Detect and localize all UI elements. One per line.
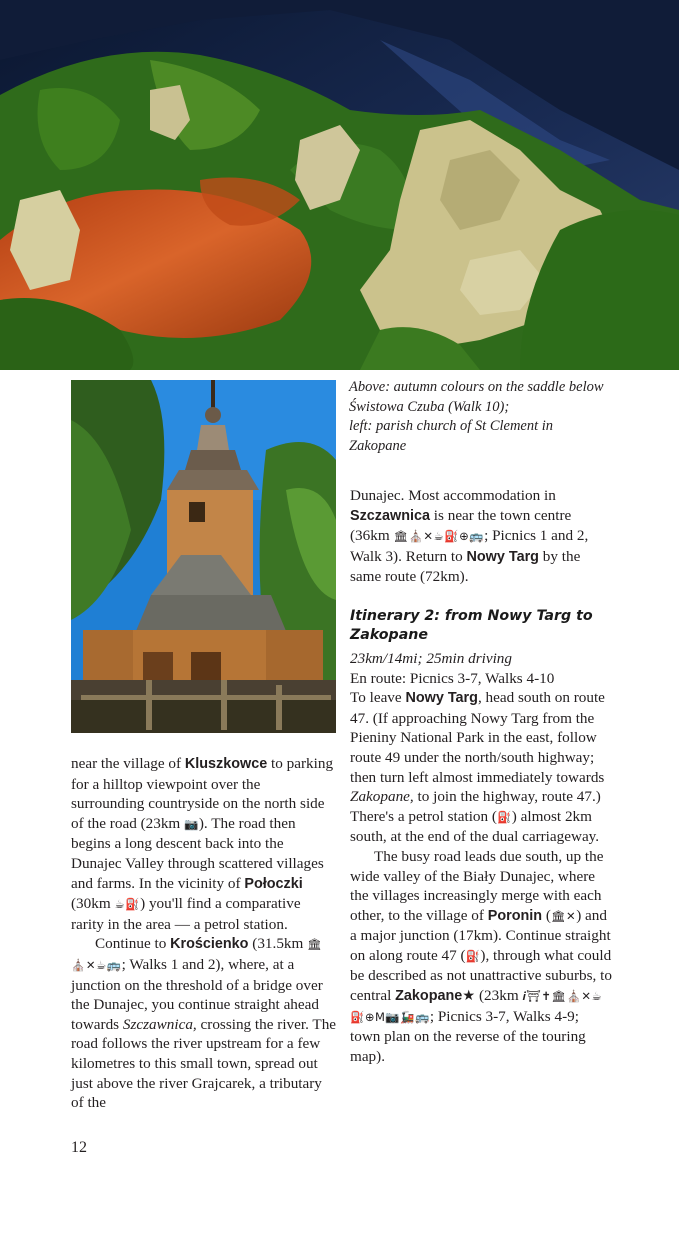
text-run: to parking for a hilltop viewpoint over the surrounding countryside on the north side of the road (23km — [71, 755, 334, 832]
text-run: To leave — [350, 689, 406, 707]
italic-text: Zakopane, — [350, 788, 414, 806]
text-run: by the same route (72km). — [350, 547, 581, 586]
itinerary-heading: Itinerary 2: from Nowy Targ to Zakopane — [350, 607, 593, 643]
text-run: ). The road then begins a long descent back into the Dunajec Valley through scattered villages and farms. In the vicinity of — [71, 814, 324, 892]
text-run: (31.5km — [248, 935, 308, 953]
amenity-icons: 𝒊⛩✝🏛⛪✕☕⛽⊕M📷🚂🚌 — [350, 989, 603, 1024]
hero-photo-mountain-saddle — [0, 0, 679, 370]
text-run: to join the highway, route 47.) There's a petrol station ( — [350, 788, 601, 825]
italic-text: Szczawnica, — [122, 1015, 197, 1033]
text-run: is near the town centre (36km — [350, 506, 572, 545]
petrol-icon: ⛽ — [496, 809, 512, 824]
place-name: Krościenko — [170, 936, 249, 953]
text-run: The busy road leads due south, up the wide valley of the Biały Dunajec, where the villages increasingly merge with each other, to the village of — [350, 847, 604, 924]
cafe-petrol-icons: ☕⛽ — [114, 897, 141, 912]
paragraph — [71, 934, 337, 1112]
itinerary-en-route: En route: Picnics 3-7, Walks 4-10 — [350, 669, 555, 687]
text-run: ) you'll find a comparative rarity in the area — a petrol station. — [71, 895, 301, 933]
paragraph — [350, 688, 612, 847]
church-photo-st-clement — [71, 380, 336, 733]
text-run: ) and a major junction (17km). Continue straight on along route 47 ( — [350, 906, 611, 964]
text-run: ( — [542, 906, 551, 924]
itinerary-distance: 23km/14mi; 25min driving — [350, 649, 512, 667]
text-run: ; Picnics 3-7, Walks 4-9; town plan on the reverse of the touring map). — [350, 1007, 586, 1065]
text-run: Continue to — [95, 935, 171, 953]
amenity-icons: 🏛⛪✕☕🚌 — [71, 937, 323, 972]
place-name: Poronin — [487, 907, 543, 924]
text-run: , head south on route 47. (If approaching Nowy Targ from the Pieniny National Park in the east, follow route 49 under the north/south highway; then turn left almost immediately towards — [350, 689, 605, 786]
paragraph — [350, 847, 612, 1067]
place-name: Nowy Targ — [405, 690, 478, 707]
text-run: ), through what could be described as not unattractive suburbs, to central — [350, 946, 612, 1005]
text-run: ; Walks 1 and 2), where, at a junction on the threshold of a bridge over the Dunajec, you continue straight ahead towards — [71, 955, 323, 1033]
paragraph — [350, 486, 612, 587]
place-name: Kluszkowce — [184, 756, 268, 772]
photo-caption — [349, 378, 611, 456]
text-column-left — [71, 754, 337, 1113]
place-name: Połoczki — [244, 875, 303, 892]
text-run: Dunajec. Most accommodation in — [350, 487, 556, 504]
petrol-icon: ⛽ — [465, 948, 481, 963]
place-name: Szczawnica — [350, 507, 430, 524]
paragraph — [71, 754, 337, 934]
viewpoint-icon: 📷 — [184, 816, 199, 831]
text-run: (30km — [71, 895, 115, 913]
text-run: (23km — [475, 987, 523, 1005]
text-run: ) almost 2km south, at the end of the dual carriageway. — [350, 807, 600, 846]
caption-line-left: left: parish church of St Clement in Zakopane — [349, 418, 554, 454]
page-number: 12 — [71, 1139, 87, 1156]
text-run: near the village of — [71, 755, 185, 772]
text-run: ; Picnics 1 and 2, Walk 3). Return to — [350, 527, 589, 565]
amenity-icons: 🏛✕ — [550, 908, 577, 923]
text-column-right — [350, 486, 612, 1066]
place-name-with-star: Zakopane★ — [395, 988, 476, 1005]
caption-line-above: Above: autumn colours on the saddle below Świstowa Czuba (Walk 10); — [349, 379, 604, 415]
amenity-icons: 🏛⛪✕☕⛽⊕🚌 — [393, 529, 485, 544]
text-run: crossing the river. The road follows the river upstream for a few kilometres to this small town, spread out just above the river Grajcarek, a tributary of the — [71, 1015, 337, 1112]
place-name: Nowy Targ — [466, 548, 539, 565]
